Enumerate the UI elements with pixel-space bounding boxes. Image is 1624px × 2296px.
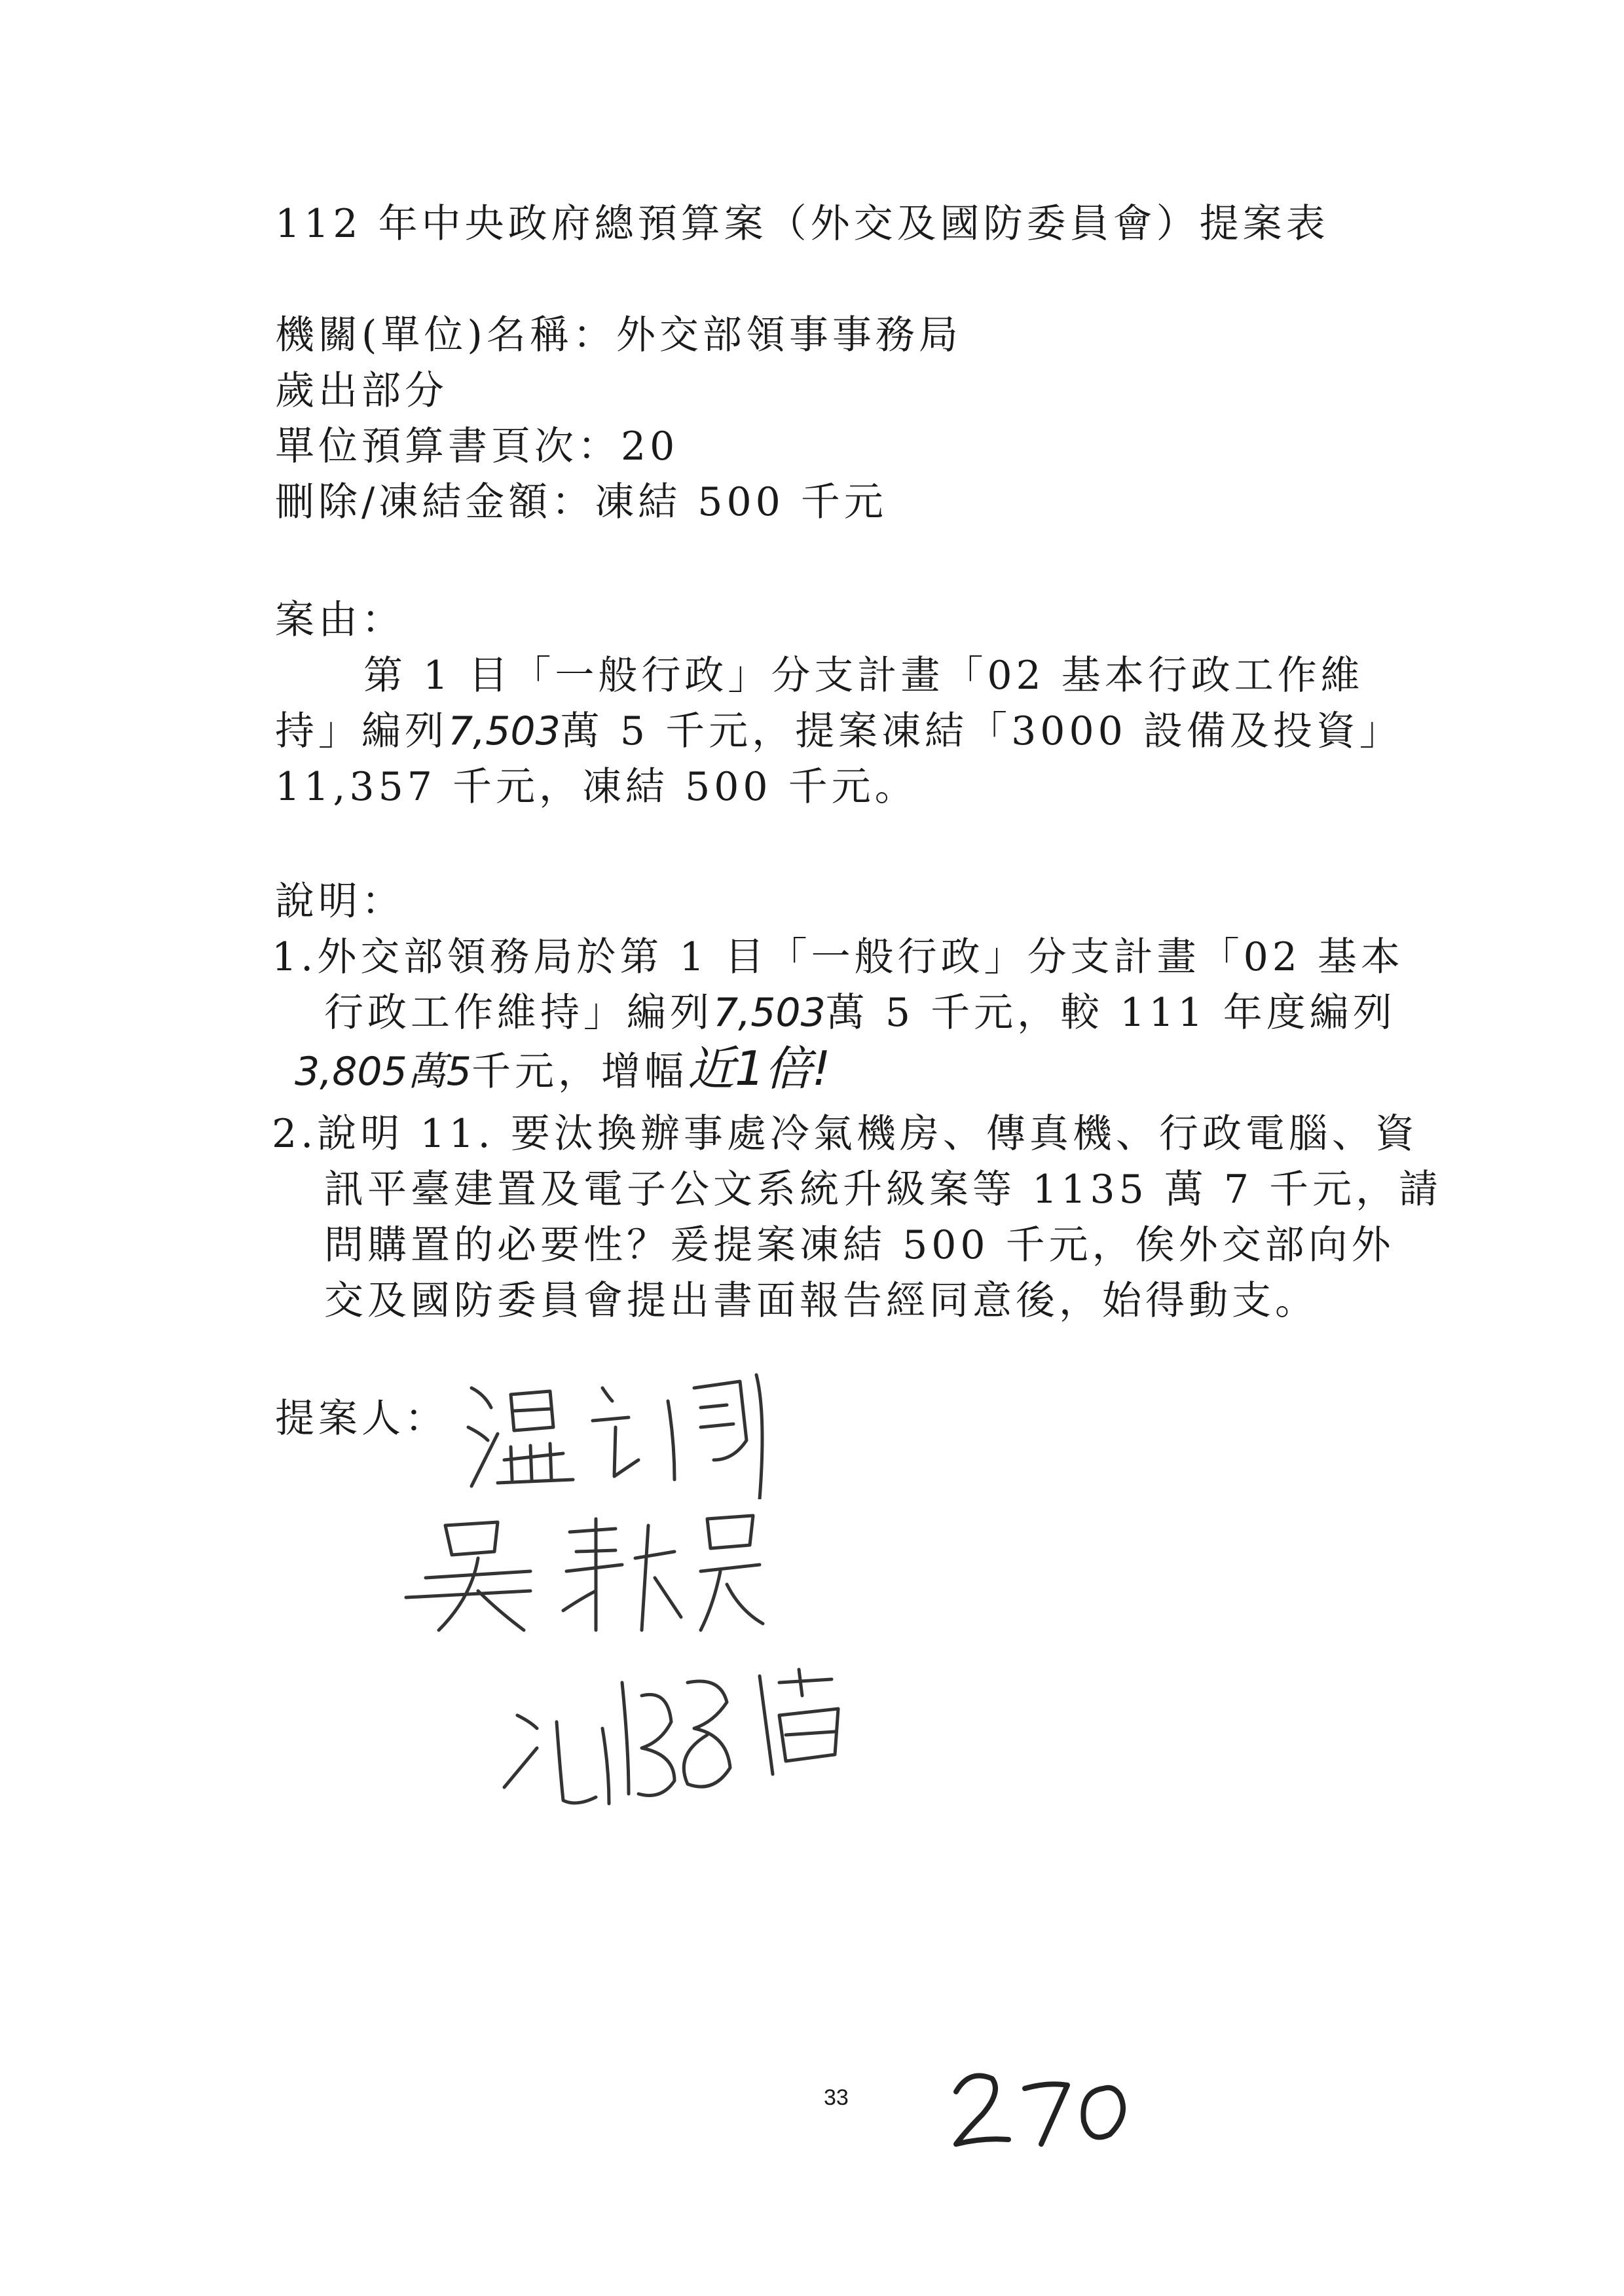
item-2-line-3: 問購置的必要性？爰提案凍結 500 千元，俟外交部向外 <box>324 1222 1395 1268</box>
item-1-text-2a: 行政工作維持」編列 <box>324 990 713 1036</box>
cause-line-2 <box>275 704 1403 759</box>
cause-line-1: 第 1 目「一般行政」分支計畫「02 基本行政工作維 <box>363 653 1364 699</box>
page-number: 33 <box>824 2085 849 2110</box>
item-1-line-2 <box>324 985 1396 1040</box>
item-2-line-1 <box>272 1106 1418 1161</box>
signature-2 <box>399 1499 766 1643</box>
item-2-line-2: 訊平臺建置及電子公文系統升級案等 1135 萬 7 千元，請 <box>324 1167 1443 1212</box>
item-1-text-2b: 萬 5 千元，較 111 年度編列 <box>825 990 1396 1036</box>
proposer-label: 提案人： <box>275 1396 448 1442</box>
agency-name: 機關(單位)名稱：外交部領事事務局 <box>275 312 962 358</box>
cause-heading: 案由： <box>275 597 405 643</box>
item-1-number: 1. <box>272 934 318 980</box>
item-2-number: 2. <box>272 1111 318 1157</box>
item-1-line-3 <box>295 1041 831 1099</box>
cause-line-2a: 持」編列 <box>275 708 448 754</box>
handwritten-prior-amount: 3,805萬5 <box>295 1049 471 1095</box>
item-1-text-1: 外交部領務局於第 1 目「一般行政」分支計畫「02 基本 <box>317 934 1404 980</box>
cause-line-3: 11,357 千元，凍結 500 千元。 <box>275 764 918 810</box>
page-title: 112 年中央政府總預算案（外交及國防委員會）提案表 <box>275 201 1329 247</box>
budget-page-ref: 單位預算書頁次：20 <box>275 424 679 469</box>
handwritten-amount: 7,503 <box>448 708 561 754</box>
cause-line-2b: 萬 5 千元，提案凍結「3000 設備及投資」 <box>560 708 1403 754</box>
handwritten-amount: 7,503 <box>713 990 826 1036</box>
item-2-line-4: 交及國防委員會提出書面報告經同意後，始得動支。 <box>324 1278 1318 1324</box>
item-2-text-1: 說明 11. 要汰換辦事處冷氣機房、傳真機、行政電腦、資 <box>317 1111 1418 1157</box>
freeze-amount: 刪除/凍結金額：凍結 500 千元 <box>275 479 887 525</box>
section-label: 歲出部分 <box>275 368 448 414</box>
item-1-line-1 <box>272 930 1404 985</box>
handwritten-increase: 近1倍! <box>687 1041 831 1096</box>
signature-3 <box>498 1656 864 1820</box>
explanation-heading: 說明： <box>275 879 405 924</box>
item-1-text-3a: 千元，增幅 <box>471 1049 688 1095</box>
signature-1 <box>458 1362 799 1499</box>
handwritten-page-mark <box>943 2062 1139 2154</box>
